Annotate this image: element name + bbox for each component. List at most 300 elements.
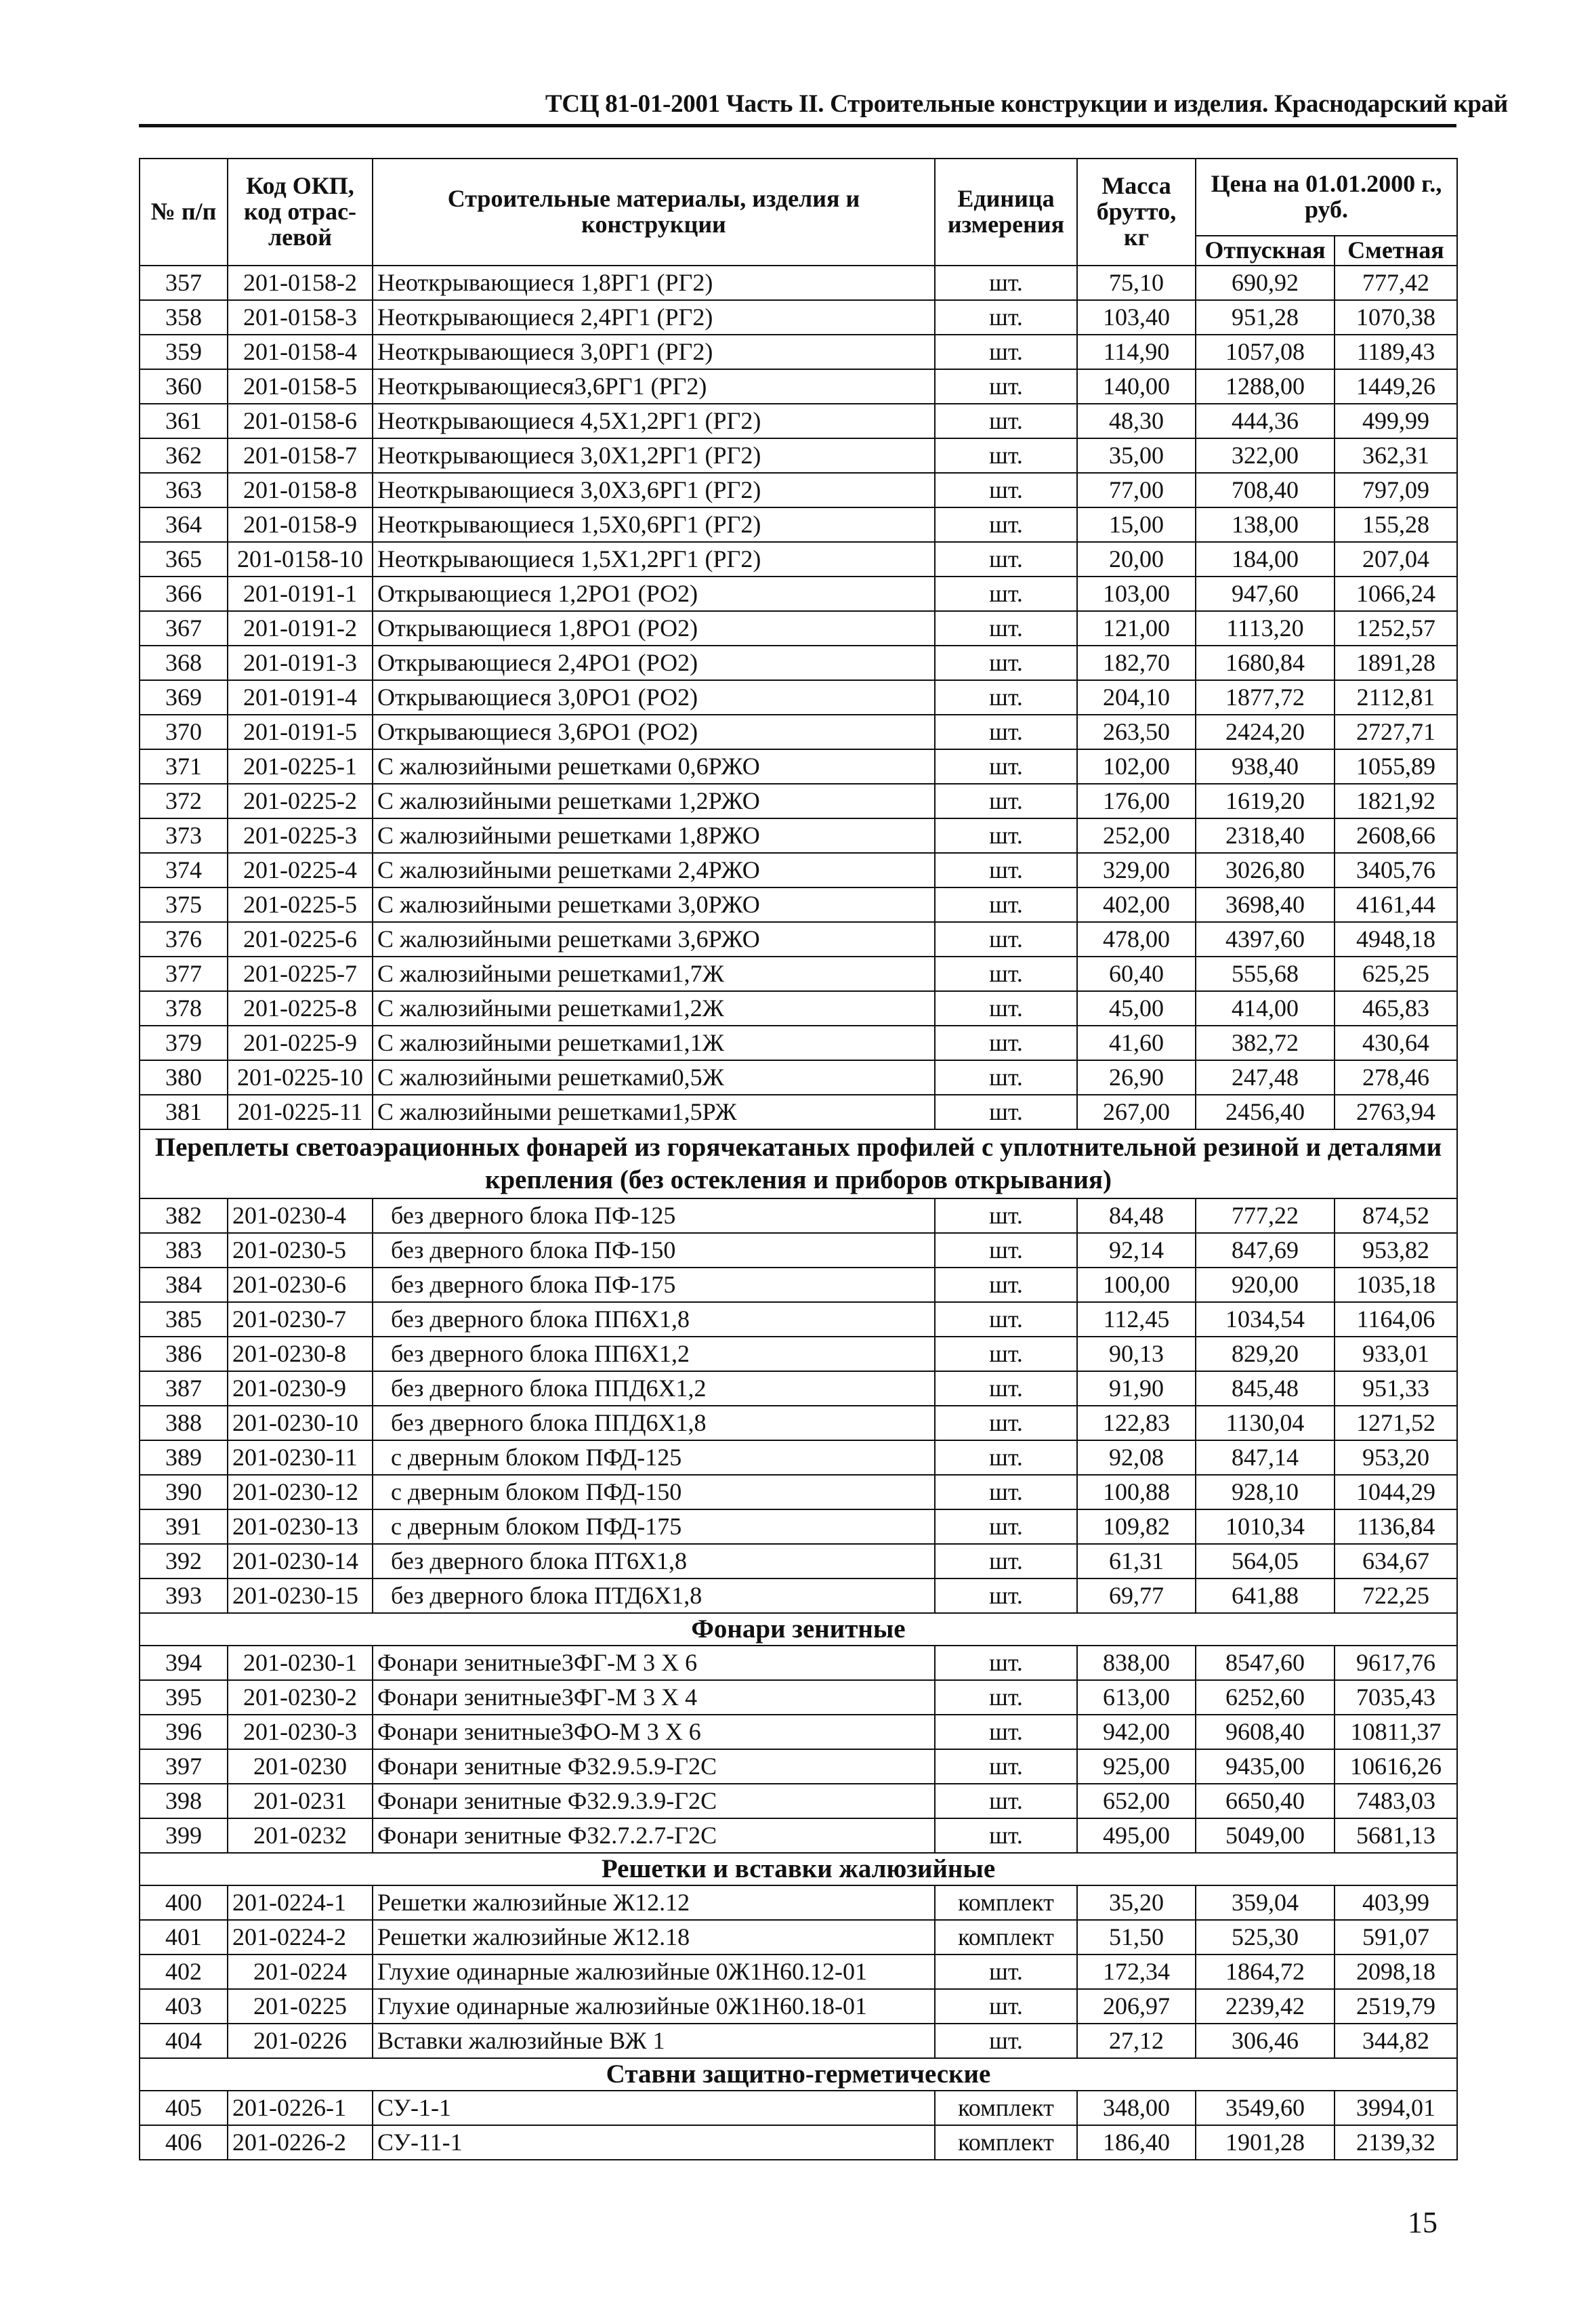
mass: 60,40 (1077, 957, 1196, 991)
okp-code: 201-0230-15 (228, 1578, 373, 1613)
mass: 92,08 (1077, 1440, 1196, 1475)
mass: 109,82 (1077, 1509, 1196, 1544)
price-estimate: 2727,71 (1335, 715, 1457, 749)
table-row (140, 1715, 1457, 1749)
mass: 121,00 (1077, 611, 1196, 646)
item-name: Решетки жалюзийные Ж12.12 (373, 1885, 935, 1920)
group-b-body (140, 1198, 1457, 1613)
row-number: 358 (140, 300, 228, 335)
price-estimate: 777,42 (1335, 266, 1457, 300)
price-release: 5049,00 (1196, 1818, 1335, 1853)
unit: шт. (935, 1268, 1077, 1302)
mass: 613,00 (1077, 1680, 1196, 1715)
table-row (140, 991, 1457, 1026)
row-number: 371 (140, 749, 228, 784)
item-name: Фонари зенитные3ФГ-М 3 Х 4 (373, 1680, 935, 1715)
unit: шт. (935, 1715, 1077, 1749)
group-e-section (140, 2058, 1457, 2091)
okp-code: 201-0191-1 (228, 577, 373, 611)
item-name: Открывающиеся 2,4РО1 (РО2) (373, 646, 935, 680)
group-d-section (140, 1853, 1457, 1885)
price-estimate: 1044,29 (1335, 1475, 1457, 1509)
price-release: 184,00 (1196, 542, 1335, 577)
okp-code: 201-0230-2 (228, 1680, 373, 1715)
row-number: 375 (140, 887, 228, 922)
mass: 176,00 (1077, 784, 1196, 818)
row-number: 385 (140, 1302, 228, 1337)
price-estimate: 1070,38 (1335, 300, 1457, 335)
price-estimate: 933,01 (1335, 1337, 1457, 1371)
price-estimate: 1055,89 (1335, 749, 1457, 784)
row-number: 400 (140, 1885, 228, 1920)
price-release: 938,40 (1196, 749, 1335, 784)
price-release: 847,14 (1196, 1440, 1335, 1475)
group-a-body (140, 266, 1457, 1129)
unit: шт. (935, 507, 1077, 542)
unit: шт. (935, 1302, 1077, 1337)
price-release: 777,22 (1196, 1198, 1335, 1233)
unit: шт. (935, 542, 1077, 577)
table-row (140, 266, 1457, 300)
row-number: 387 (140, 1371, 228, 1406)
unit: шт. (935, 473, 1077, 507)
price-estimate: 344,82 (1335, 2024, 1457, 2058)
item-name: С жалюзийными решетками1,1Ж (373, 1026, 935, 1060)
item-name: Открывающиеся 1,2РО1 (РО2) (373, 577, 935, 611)
row-number: 383 (140, 1233, 228, 1268)
unit: шт. (935, 611, 1077, 646)
item-name: с дверным блоком ПФД-175 (373, 1509, 935, 1544)
unit: шт. (935, 1475, 1077, 1509)
mass: 77,00 (1077, 473, 1196, 507)
mass: 41,60 (1077, 1026, 1196, 1060)
unit: шт. (935, 438, 1077, 473)
table-row (140, 1233, 1457, 1268)
item-name: без дверного блока ПТ6Х1,8 (373, 1544, 935, 1578)
col-header-code: Код ОКП, код отрас- левой (228, 159, 373, 266)
unit: шт. (935, 646, 1077, 680)
item-name: Открывающиеся 3,0РО1 (РО2) (373, 680, 935, 715)
mass: 103,40 (1077, 300, 1196, 335)
unit: шт. (935, 818, 1077, 853)
col-header-price-estimate: Сметная (1335, 236, 1457, 266)
price-estimate: 874,52 (1335, 1198, 1457, 1233)
okp-code: 201-0158-2 (228, 266, 373, 300)
okp-code: 201-0226-2 (228, 2125, 373, 2160)
price-release: 247,48 (1196, 1060, 1335, 1095)
item-name: без дверного блока ПФ-175 (373, 1268, 935, 1302)
table-row (140, 1680, 1457, 1715)
row-number: 378 (140, 991, 228, 1026)
unit: шт. (935, 922, 1077, 957)
price-release: 306,46 (1196, 2024, 1335, 2058)
row-number: 397 (140, 1749, 228, 1784)
table-row (140, 887, 1457, 922)
okp-code: 201-0191-2 (228, 611, 373, 646)
price-estimate: 2098,18 (1335, 1954, 1457, 1989)
price-release: 1010,34 (1196, 1509, 1335, 1544)
item-name: Открывающиеся 1,8РО1 (РО2) (373, 611, 935, 646)
item-name: Неоткрывающиеся3,6РГ1 (РГ2) (373, 369, 935, 404)
price-release: 847,69 (1196, 1233, 1335, 1268)
row-number: 381 (140, 1095, 228, 1129)
unit: шт. (935, 1371, 1077, 1406)
price-estimate: 10616,26 (1335, 1749, 1457, 1784)
row-number: 406 (140, 2125, 228, 2160)
table-row (140, 1784, 1457, 1818)
price-release: 359,04 (1196, 1885, 1335, 1920)
okp-code: 201-0158-10 (228, 542, 373, 577)
mass: 172,34 (1077, 1954, 1196, 1989)
okp-code: 201-0230-7 (228, 1302, 373, 1337)
price-estimate: 953,82 (1335, 1233, 1457, 1268)
price-release: 9435,00 (1196, 1749, 1335, 1784)
okp-code: 201-0230-4 (228, 1198, 373, 1233)
item-name: Неоткрывающиеся 1,5Х1,2РГ1 (РГ2) (373, 542, 935, 577)
price-estimate: 2763,94 (1335, 1095, 1457, 1129)
item-name: С жалюзийными решетками1,5РЖ (373, 1095, 935, 1129)
unit: шт. (935, 1989, 1077, 2024)
unit: шт. (935, 300, 1077, 335)
price-estimate: 1891,28 (1335, 646, 1457, 680)
table-row (140, 577, 1457, 611)
mass: 51,50 (1077, 1920, 1196, 1954)
price-release: 1034,54 (1196, 1302, 1335, 1337)
item-name: Глухие одинарные жалюзийные 0Ж1Н60.18-01 (373, 1989, 935, 2024)
col-header-unit: Единица измерения (935, 159, 1077, 266)
price-estimate: 1271,52 (1335, 1406, 1457, 1440)
price-estimate: 403,99 (1335, 1885, 1457, 1920)
okp-code: 201-0230-8 (228, 1337, 373, 1371)
price-release: 951,28 (1196, 300, 1335, 335)
mass: 102,00 (1077, 749, 1196, 784)
okp-code: 201-0158-7 (228, 438, 373, 473)
group-c-body (140, 1646, 1457, 1853)
mass: 35,00 (1077, 438, 1196, 473)
row-number: 379 (140, 1026, 228, 1060)
mass: 100,00 (1077, 1268, 1196, 1302)
okp-code: 201-0158-3 (228, 300, 373, 335)
row-number: 396 (140, 1715, 228, 1749)
unit: шт. (935, 1784, 1077, 1818)
price-estimate: 634,67 (1335, 1544, 1457, 1578)
table-row (140, 1060, 1457, 1095)
price-estimate: 1821,92 (1335, 784, 1457, 818)
unit: шт. (935, 1233, 1077, 1268)
price-estimate: 7483,03 (1335, 1784, 1457, 1818)
unit: шт. (935, 1818, 1077, 1853)
price-release: 414,00 (1196, 991, 1335, 1026)
unit: шт. (935, 1198, 1077, 1233)
row-number: 361 (140, 404, 228, 438)
table-row (140, 2125, 1457, 2160)
mass: 263,50 (1077, 715, 1196, 749)
table-row (140, 1509, 1457, 1544)
section-title: Ставни защитно-герметические (140, 2058, 1457, 2091)
table-row (140, 1885, 1457, 1920)
okp-code: 201-0225-9 (228, 1026, 373, 1060)
item-name: с дверным блоком ПФД-125 (373, 1440, 935, 1475)
unit: комплект (935, 1885, 1077, 1920)
unit: шт. (935, 1680, 1077, 1715)
table-row (140, 749, 1457, 784)
price-estimate: 1066,24 (1335, 577, 1457, 611)
item-name: СУ-1-1 (373, 2091, 935, 2125)
mass: 204,10 (1077, 680, 1196, 715)
table-row (140, 1440, 1457, 1475)
okp-code: 201-0230-3 (228, 1715, 373, 1749)
price-release: 444,36 (1196, 404, 1335, 438)
item-name: без дверного блока ПТД6Х1,8 (373, 1578, 935, 1613)
row-number: 392 (140, 1544, 228, 1578)
mass: 478,00 (1077, 922, 1196, 957)
unit: шт. (935, 1026, 1077, 1060)
mass: 20,00 (1077, 542, 1196, 577)
mass: 100,88 (1077, 1475, 1196, 1509)
okp-code: 201-0225-2 (228, 784, 373, 818)
mass: 252,00 (1077, 818, 1196, 853)
unit: шт. (935, 853, 1077, 887)
row-number: 393 (140, 1578, 228, 1613)
table-row (140, 1371, 1457, 1406)
mass: 182,70 (1077, 646, 1196, 680)
table-row (140, 611, 1457, 646)
table-row (140, 507, 1457, 542)
mass: 84,48 (1077, 1198, 1196, 1233)
unit: шт. (935, 991, 1077, 1026)
mass: 61,31 (1077, 1544, 1196, 1578)
okp-code: 201-0230-14 (228, 1544, 373, 1578)
row-number: 374 (140, 853, 228, 887)
mass: 92,14 (1077, 1233, 1196, 1268)
price-estimate: 278,46 (1335, 1060, 1457, 1095)
okp-code: 201-0230-5 (228, 1233, 373, 1268)
price-estimate: 465,83 (1335, 991, 1457, 1026)
price-estimate: 1189,43 (1335, 335, 1457, 369)
price-estimate: 499,99 (1335, 404, 1457, 438)
row-number: 391 (140, 1509, 228, 1544)
unit: шт. (935, 1544, 1077, 1578)
okp-code: 201-0225-6 (228, 922, 373, 957)
row-number: 403 (140, 1989, 228, 2024)
okp-code: 201-0225-11 (228, 1095, 373, 1129)
okp-code: 201-0230-1 (228, 1646, 373, 1680)
unit: шт. (935, 335, 1077, 369)
mass: 495,00 (1077, 1818, 1196, 1853)
item-name: С жалюзийными решетками 3,0РЖО (373, 887, 935, 922)
okp-code: 201-0225 (228, 1989, 373, 2024)
price-table (139, 158, 1458, 2160)
mass: 15,00 (1077, 507, 1196, 542)
mass: 122,83 (1077, 1406, 1196, 1440)
okp-code: 201-0224-1 (228, 1885, 373, 1920)
item-name: Фонари зенитные Ф32.9.5.9-Г2С (373, 1749, 935, 1784)
price-release: 1057,08 (1196, 335, 1335, 369)
okp-code: 201-0225-4 (228, 853, 373, 887)
row-number: 359 (140, 335, 228, 369)
page-number: 15 (1408, 2206, 1437, 2239)
okp-code: 201-0158-4 (228, 335, 373, 369)
table-row (140, 715, 1457, 749)
table-row (140, 473, 1457, 507)
table-row (140, 1920, 1457, 1954)
price-release: 525,30 (1196, 1920, 1335, 1954)
mass: 942,00 (1077, 1715, 1196, 1749)
okp-code: 201-0230-13 (228, 1509, 373, 1544)
okp-code: 201-0224-2 (228, 1920, 373, 1954)
item-name: С жалюзийными решетками0,5Ж (373, 1060, 935, 1095)
unit: шт. (935, 1954, 1077, 1989)
row-number: 357 (140, 266, 228, 300)
price-release: 2456,40 (1196, 1095, 1335, 1129)
table-row (140, 646, 1457, 680)
item-name: Неоткрывающиеся 1,5Х0,6РГ1 (РГ2) (373, 507, 935, 542)
mass: 206,97 (1077, 1989, 1196, 2024)
unit: шт. (935, 577, 1077, 611)
price-release: 2424,20 (1196, 715, 1335, 749)
table-row (140, 1544, 1457, 1578)
mass: 402,00 (1077, 887, 1196, 922)
unit: шт. (935, 715, 1077, 749)
row-number: 395 (140, 1680, 228, 1715)
price-estimate: 591,07 (1335, 1920, 1457, 1954)
table-row (140, 957, 1457, 991)
unit: шт. (935, 1060, 1077, 1095)
unit: комплект (935, 2125, 1077, 2160)
table-row (140, 1337, 1457, 1371)
col-header-price-release: Отпускная (1196, 236, 1335, 266)
mass: 838,00 (1077, 1646, 1196, 1680)
table-row (140, 853, 1457, 887)
item-name: С жалюзийными решетками 1,8РЖО (373, 818, 935, 853)
okp-code: 201-0230-9 (228, 1371, 373, 1406)
row-number: 376 (140, 922, 228, 957)
unit: шт. (935, 1440, 1077, 1475)
row-number: 386 (140, 1337, 228, 1371)
unit: комплект (935, 1920, 1077, 1954)
group-d-body (140, 1885, 1457, 2058)
price-release: 322,00 (1196, 438, 1335, 473)
unit: шт. (935, 680, 1077, 715)
price-estimate: 5681,13 (1335, 1818, 1457, 1853)
okp-code: 201-0225-5 (228, 887, 373, 922)
unit: шт. (935, 957, 1077, 991)
table-row (140, 1749, 1457, 1784)
item-name: Неоткрывающиеся 2,4РГ1 (РГ2) (373, 300, 935, 335)
item-name: без дверного блока ПП6Х1,2 (373, 1337, 935, 1371)
okp-code: 201-0225-10 (228, 1060, 373, 1095)
okp-code: 201-0226-1 (228, 2091, 373, 2125)
price-release: 1619,20 (1196, 784, 1335, 818)
item-name: без дверного блока ППД6Х1,2 (373, 1371, 935, 1406)
row-number: 360 (140, 369, 228, 404)
price-release: 947,60 (1196, 577, 1335, 611)
mass: 348,00 (1077, 2091, 1196, 2125)
table-row (140, 680, 1457, 715)
row-number: 398 (140, 1784, 228, 1818)
table-row (140, 2091, 1457, 2125)
row-number: 367 (140, 611, 228, 646)
row-number: 368 (140, 646, 228, 680)
row-number: 402 (140, 1954, 228, 1989)
unit: шт. (935, 2024, 1077, 2058)
okp-code: 201-0191-3 (228, 646, 373, 680)
table-row (140, 2024, 1457, 2058)
price-estimate: 207,04 (1335, 542, 1457, 577)
price-estimate: 430,64 (1335, 1026, 1457, 1060)
mass: 45,00 (1077, 991, 1196, 1026)
price-release: 928,10 (1196, 1475, 1335, 1509)
item-name: Неоткрывающиеся 4,5Х1,2РГ1 (РГ2) (373, 404, 935, 438)
item-name: Неоткрывающиеся 3,0Х3,6РГ1 (РГ2) (373, 473, 935, 507)
price-release: 3549,60 (1196, 2091, 1335, 2125)
table-row (140, 542, 1457, 577)
item-name: Фонари зенитные Ф32.7.2.7-Г2С (373, 1818, 935, 1853)
okp-code: 201-0158-5 (228, 369, 373, 404)
price-estimate: 722,25 (1335, 1578, 1457, 1613)
price-release: 138,00 (1196, 507, 1335, 542)
row-number: 362 (140, 438, 228, 473)
col-header-mass: Масса брутто, кг (1077, 159, 1196, 266)
item-name: С жалюзийными решетками 3,6РЖО (373, 922, 935, 957)
unit: шт. (935, 369, 1077, 404)
row-number: 372 (140, 784, 228, 818)
mass: 925,00 (1077, 1749, 1196, 1784)
row-number: 394 (140, 1646, 228, 1680)
okp-code: 201-0158-8 (228, 473, 373, 507)
table-row (140, 1818, 1457, 1853)
mass: 112,45 (1077, 1302, 1196, 1337)
mass: 186,40 (1077, 2125, 1196, 2160)
table-row (140, 1198, 1457, 1233)
price-release: 641,88 (1196, 1578, 1335, 1613)
item-name: Фонари зенитные3ФГ-М 3 Х 6 (373, 1646, 935, 1680)
table-row (140, 922, 1457, 957)
table-row (140, 404, 1457, 438)
item-name: без дверного блока ПФ-150 (373, 1233, 935, 1268)
price-estimate: 797,09 (1335, 473, 1457, 507)
item-name: с дверным блоком ПФД-150 (373, 1475, 935, 1509)
okp-code: 201-0225-1 (228, 749, 373, 784)
unit: комплект (935, 2091, 1077, 2125)
item-name: Неоткрывающиеся 1,8РГ1 (РГ2) (373, 266, 935, 300)
row-number: 388 (140, 1406, 228, 1440)
table-row (140, 1095, 1457, 1129)
price-release: 1130,04 (1196, 1406, 1335, 1440)
item-name: без дверного блока ППД6Х1,8 (373, 1406, 935, 1440)
row-number: 363 (140, 473, 228, 507)
group-c-section (140, 1613, 1457, 1646)
row-number: 377 (140, 957, 228, 991)
unit: шт. (935, 1095, 1077, 1129)
row-number: 382 (140, 1198, 228, 1233)
item-name: С жалюзийными решетками1,7Ж (373, 957, 935, 991)
section-title: Переплеты светоаэрационных фонарей из горячекатаных профилей с уплотнительной резиной и деталями крепления (без остекления и приборов открывания) (140, 1129, 1457, 1198)
item-name: без дверного блока ПФ-125 (373, 1198, 935, 1233)
price-estimate: 2608,66 (1335, 818, 1457, 853)
price-release: 2318,40 (1196, 818, 1335, 853)
table-row (140, 1026, 1457, 1060)
price-release: 1864,72 (1196, 1954, 1335, 1989)
price-release: 920,00 (1196, 1268, 1335, 1302)
item-name: Решетки жалюзийные Ж12.18 (373, 1920, 935, 1954)
price-estimate: 3994,01 (1335, 2091, 1457, 2125)
price-release: 6252,60 (1196, 1680, 1335, 1715)
row-number: 365 (140, 542, 228, 577)
okp-code: 201-0158-6 (228, 404, 373, 438)
price-release: 690,92 (1196, 266, 1335, 300)
table-row (140, 1578, 1457, 1613)
